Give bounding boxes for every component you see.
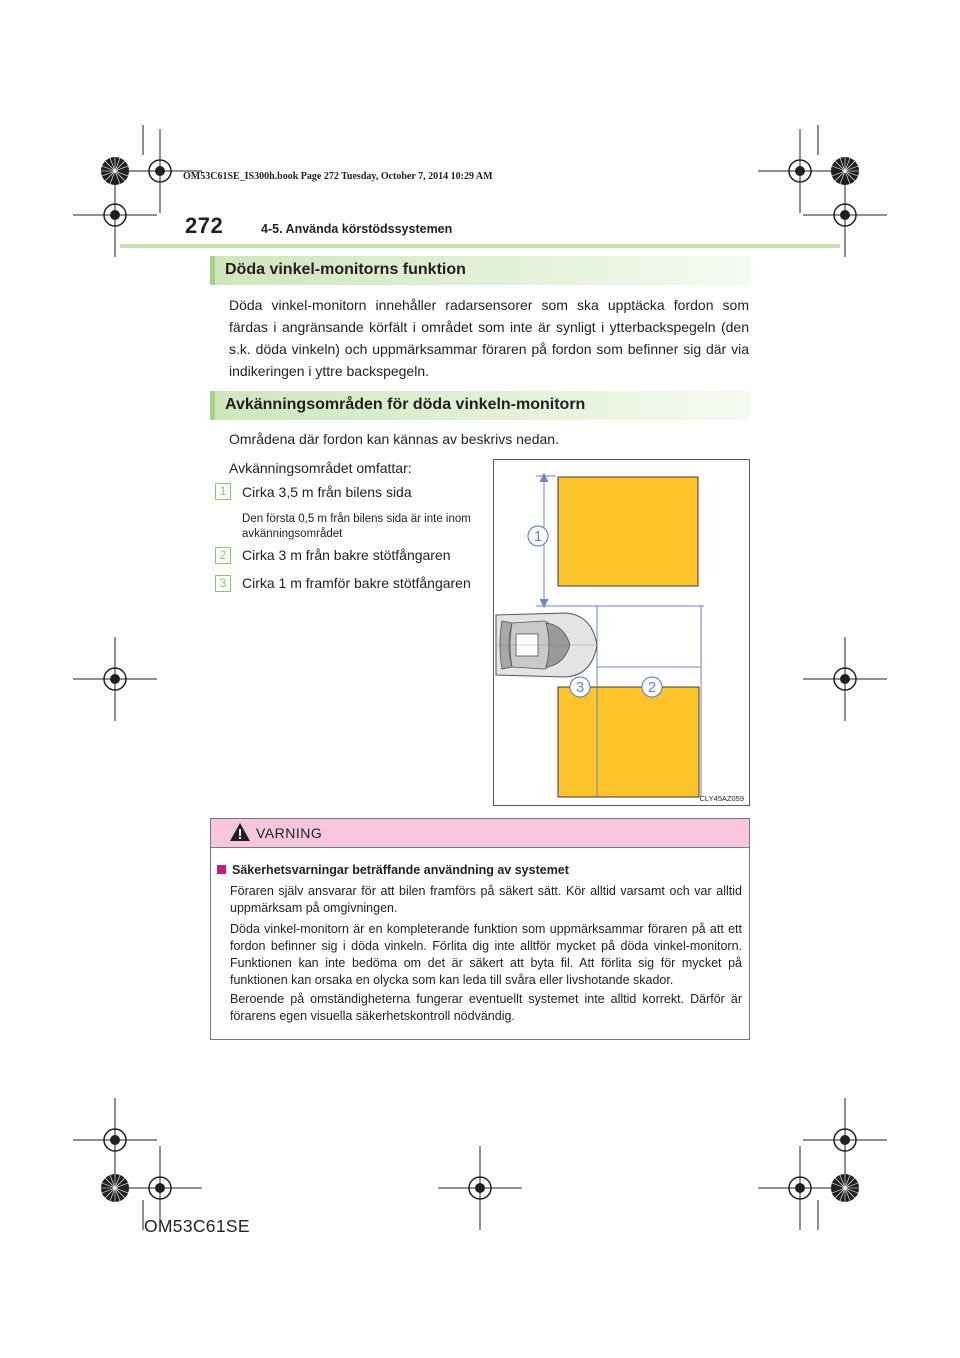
callout-1-label: 1: [533, 528, 543, 545]
page-number: 272: [185, 213, 224, 238]
print-header: OM53C61SE_IS300h.book Page 272 Tuesday, October 7, 2014 10:29 AM: [183, 171, 493, 182]
car-icon: [496, 613, 597, 677]
warning-box: [210, 818, 750, 1040]
detection-intro: Områdena där fordon kan kännas av beskrivs nedan.: [229, 431, 559, 447]
warning-title-text: Säkerhetsvarningar beträffande användning av systemet: [232, 863, 569, 877]
section-heading-detection-areas-text: Avkänningsområden för döda vinkeln-monitorn: [225, 396, 586, 413]
item-number-3: 3: [215, 575, 231, 592]
section-heading-detection-areas: [210, 391, 750, 420]
bullet-square-icon: [217, 865, 226, 874]
callout-3-label: 3: [575, 679, 585, 696]
item-1-note: Den första 0,5 m från bilens sida är inte inom avkänningsområdet: [242, 513, 471, 540]
item-3-text: Cirka 1 m framför bakre stötfångaren: [242, 575, 471, 591]
item-1-text: Cirka 3,5 m från bilens sida: [242, 484, 412, 500]
header-rule: [120, 244, 840, 248]
detection-zone-side: [558, 477, 698, 586]
function-paragraph: Döda vinkel-monitorn innehåller radarsensorer som ska upptäcka fordon som färdas i angränsande körfält i området som inte är synligt i ytterbackspegeln (den s.k. döda vinkeln) och uppmärksammar föraren på fordon som befinner sig där via indikeringen i yttre backspegeln.: [229, 297, 749, 379]
item-number-1: 1: [215, 483, 231, 500]
section-heading-function: [210, 256, 750, 285]
warning-header: [211, 819, 749, 848]
warning-paragraph-2: Döda vinkel-monitorn är en kompleterande funktion som uppmärksammar föraren på att ett fordon befinner sig i döda vinkeln. Förlita dig inte alltför mycket på döda vinkel-monitorn. Funktionen kan inte bedöma om det är säkert att byta fil. Att förlita sig för mycket på funktionen kan orsaka en olycka som kan leda till svåra eller livshotande skador.: [230, 922, 742, 987]
warning-triangle-icon: [229, 822, 251, 842]
detection-range-label: Avkänningsområdet omfattar:: [229, 460, 412, 476]
warning-paragraph-1: Föraren själv ansvarar för att bilen framförs på säkert sätt. Kör alltid varsamt och var alltid uppmärksam på omgivningen.: [230, 884, 742, 915]
item-2-text: Cirka 3 m från bakre stötfångaren: [242, 547, 451, 563]
detection-area-diagram: [493, 459, 750, 806]
detection-zone-rear: [558, 687, 699, 797]
warning-title: [217, 863, 569, 877]
diagram-code: CLY45AZ059: [699, 794, 744, 803]
warning-paragraph-3: Beroende på omständigheterna fungerar eventuellt systemet inte alltid korrekt. Därför är förarens egen visuella säkerhetskontroll nödvändig.: [230, 992, 742, 1023]
item-number-2: 2: [215, 547, 231, 564]
section-title: 4-5. Använda körstödssystemen: [261, 222, 453, 236]
warning-label: VARNING: [256, 825, 323, 841]
section-heading-function-text: Döda vinkel-monitorns funktion: [225, 261, 466, 278]
document-code: OM53C61SE: [144, 1216, 250, 1236]
diagram-graphic: [494, 460, 749, 805]
callout-2-label: 2: [647, 679, 657, 696]
